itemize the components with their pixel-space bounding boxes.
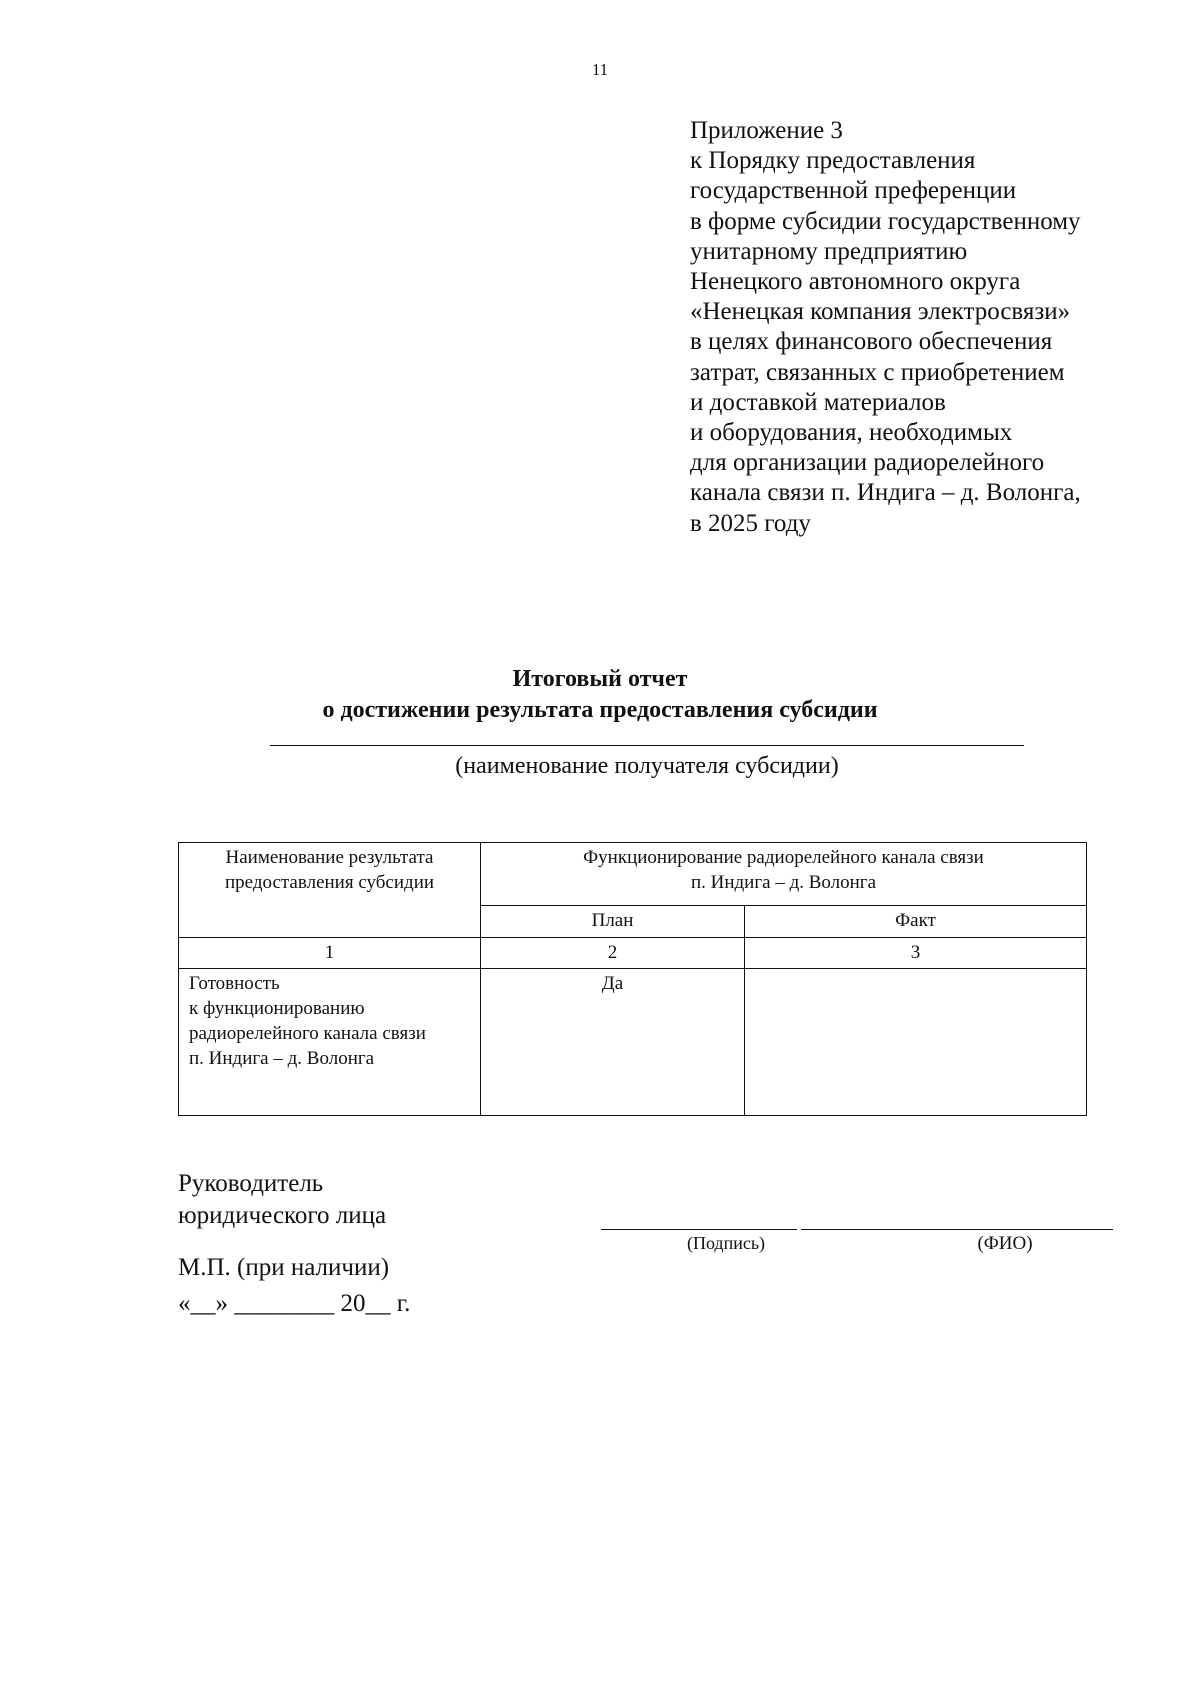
report-table (178, 842, 1087, 1116)
signer-title (178, 1168, 386, 1232)
header-result-name-line: Наименование результата (225, 847, 434, 868)
date-line: «__» ________ 20__ г. (178, 1290, 411, 1317)
appendix-line: к Порядку предоставления (690, 147, 976, 175)
appendix-line: в 2025 году (690, 509, 811, 537)
appendix-line: Приложение 3 (690, 117, 843, 144)
header-result-name (179, 843, 481, 938)
page-number: 11 (591, 60, 609, 79)
fio-label: (ФИО) (977, 1233, 1033, 1254)
header-plan: План (481, 906, 745, 938)
report-subtitle: о достижении результата предоставления субсидии (322, 697, 878, 723)
appendix-line: государственной преференции (690, 177, 1017, 205)
appendix-line: в форме субсидии государственному (690, 207, 1081, 235)
appendix-line: затрат, связанных с приобретением (690, 358, 1065, 386)
signature-line (601, 1229, 797, 1230)
row-result-name (179, 969, 481, 1116)
header-group-line: п. Индига – д. Волонга (690, 872, 877, 893)
appendix-line: для организации радиорелейного (690, 449, 1045, 477)
row-result-name-line: п. Индига – д. Волонга (189, 1048, 375, 1069)
header-group-line: Функционирование радиорелейного канала связи (583, 847, 984, 868)
header-group (481, 843, 1087, 906)
appendix-line: «Ненецкая компания электросвязи» (690, 298, 1071, 326)
signer-title-line: Руководитель (178, 1170, 324, 1197)
row-result-name-line: радиорелейного канала связи (189, 1023, 426, 1044)
recipient-name-line (270, 745, 1024, 746)
fio-line (801, 1229, 1113, 1230)
recipient-label: (наименование получателя субсидии) (455, 753, 839, 779)
row-fact-value (745, 969, 1087, 1116)
appendix-line: в целях финансового обеспечения (690, 328, 1053, 356)
signer-title-line: юридического лица (178, 1202, 387, 1229)
report-title: Итоговый отчет (512, 666, 688, 692)
row-result-name-line: Готовность (189, 973, 280, 994)
appendix-line: унитарному предприятию (690, 237, 968, 265)
row-result-name-line: к функционированию (189, 998, 365, 1019)
signature-label: (Подпись) (686, 1233, 766, 1253)
header-fact: Факт (745, 906, 1087, 938)
appendix-header (690, 116, 1160, 539)
column-number: 3 (745, 938, 1087, 969)
appendix-line: канала связи п. Индига – д. Волонга, (690, 479, 1081, 507)
appendix-line: и оборудования, необходимых (690, 419, 1013, 447)
header-result-name-line: предоставления субсидии (224, 872, 435, 893)
column-number: 1 (179, 938, 481, 969)
row-plan-value: Да (481, 969, 745, 1116)
appendix-line: Ненецкого автономного округа (690, 268, 1021, 296)
column-number: 2 (481, 938, 745, 969)
stamp-note: М.П. (при наличии) (178, 1254, 390, 1281)
appendix-line: и доставкой материалов (690, 388, 946, 416)
